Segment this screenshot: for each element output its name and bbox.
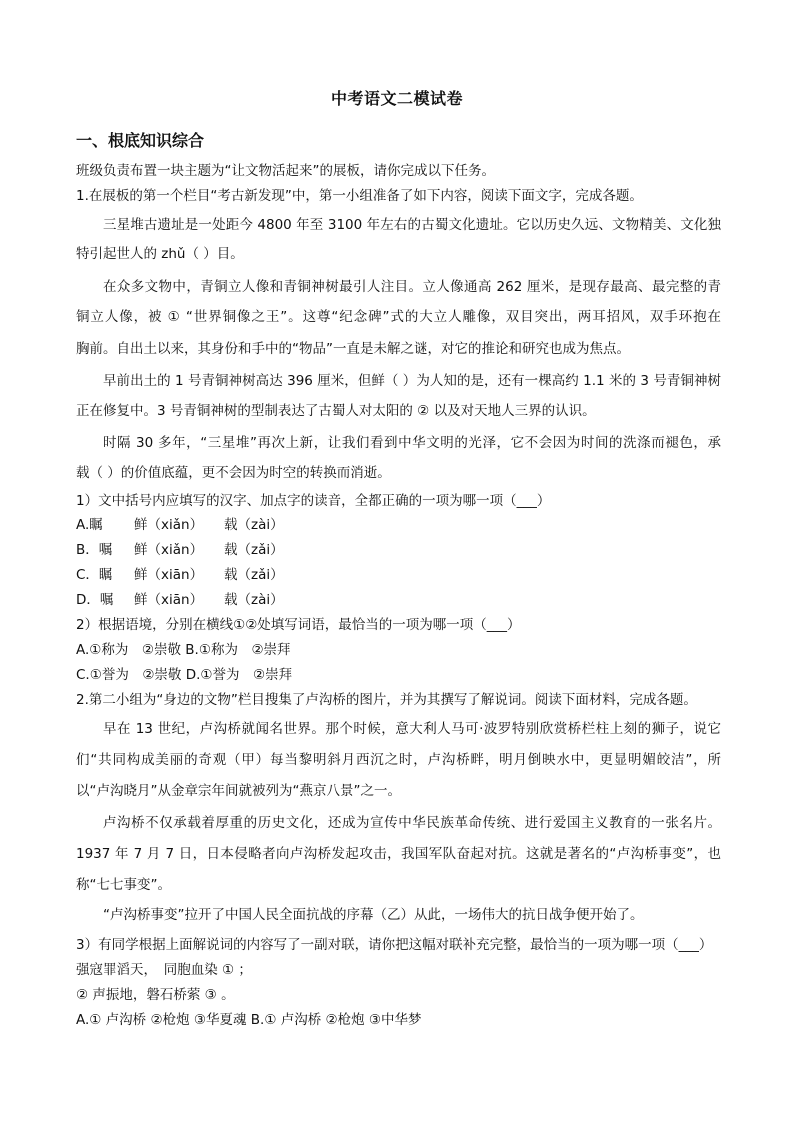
option-letter: B．嘱 xyxy=(76,542,113,558)
option-reading: 鲜（xiǎn） xyxy=(134,542,204,558)
q2-passage-line: 们“共同构成美丽的奇观（甲）每当黎明斜月西沉之时，卢沟桥畔，明月倒映水中，更显明媚皎洁”，所 xyxy=(76,752,721,768)
option-reading: 载（zài） xyxy=(224,517,284,533)
q2-passage-line: 称“七七事变”。 xyxy=(76,877,171,893)
q2-passage-line: 1937 年 7 月 7 日，日本侵略者向卢沟桥发起攻击，我国军队奋起对抗。这就是著名的“卢沟桥事变”，也 xyxy=(76,846,721,862)
intro-text: 班级负责布置一块主题为“让文物活起来”的展板，请你完成以下任务。 xyxy=(76,163,495,179)
option-letter: C．瞩 xyxy=(76,567,113,583)
q2-passage-line: 早在 13 世纪，卢沟桥就闻名世界。那个时候，意大利人马可·波罗特别欣赏桥栏柱上刻的狮子，说它 xyxy=(103,721,721,737)
couplet-line: ② 声振地，磐石桥萦 ③ 。 xyxy=(76,987,235,1003)
option-row[interactable] xyxy=(76,566,721,584)
q2-stem: 2.第二小组为“身边的文物”栏目搜集了卢沟桥的图片，并为其撰写了解说词。阅读下面材料，完成各题。 xyxy=(76,692,697,708)
option-reading: 鲜（xiǎn） xyxy=(134,517,204,533)
option-reading: 鲜（xiān） xyxy=(134,592,204,608)
option-reading: 载（zǎi） xyxy=(224,567,284,583)
q2-passage-line: 卢沟桥不仅承载着厚重的历史文化，还成为宣传中华民族革命传统、进行爱国主义教育的一张名片。 xyxy=(103,815,721,831)
option-row[interactable] xyxy=(76,516,721,534)
option-reading: 载（zǎi） xyxy=(224,542,284,558)
option-row[interactable]: A.①称为 ②崇敬 B.①称为 ②崇拜 xyxy=(76,642,291,658)
option-reading: 鲜（xiān） xyxy=(134,567,204,583)
q1-passage-line: 特引起世人的 zhǔ（ ）目。 xyxy=(76,246,244,262)
q1-sub1-stem: 1）文中括号内应填写的汉字、加点字的读音，全都正确的一项为哪一项（___） xyxy=(76,493,551,509)
q1-sub2-stem: 2）根据语境，分别在横线①②处填写词语，最恰当的一项为哪一项（___） xyxy=(76,617,521,633)
couplet-line: 强寇罪滔天， 同胞血染 ① ； xyxy=(76,962,252,978)
q2-passage-line: 以“卢沟晓月”从金章宗年间就被列为“燕京八景”之一。 xyxy=(76,783,401,799)
option-row[interactable] xyxy=(76,541,721,559)
q1-passage-line: 三星堆古遗址是一处距今 4800 年至 3100 年左右的古蜀文化遗址。它以历史久远、文物精美、文化独 xyxy=(103,217,721,233)
q1-stem: 1.在展板的第一个栏目“考古新发现”中，第一小组准备了如下内容，阅读下面文字，完成各题。 xyxy=(76,188,643,204)
section-heading: 一、根底知识综合 xyxy=(76,131,205,150)
option-letter: A.瞩 xyxy=(76,517,103,533)
q2-passage-line: “卢沟桥事变”拉开了中国人民全面抗战的序幕（乙）从此，一场伟大的抗日战争便开始了。 xyxy=(103,907,644,923)
q1-passage-line: 胸前。自出土以来，其身份和手中的“物品”一直是未解之谜，对它的推论和研究也成为焦点。 xyxy=(76,341,630,357)
option-reading: 载（zài） xyxy=(224,592,284,608)
q1-passage-line: 正在修复中。3 号青铜神树的型制表达了古蜀人对太阳的 ② 以及对天地人三界的认识。 xyxy=(76,403,596,419)
q2-sub3-stem: 3）有同学根据上面解说词的内容写了一副对联，请你把这幅对联补充完整，最恰当的一项为哪一项（___） xyxy=(76,937,713,953)
option-letter: D．嘱 xyxy=(76,592,114,608)
q1-passage-line: 载（ ）的价值底蕴，更不会因为时空的转换而消逝。 xyxy=(76,465,391,481)
option-row[interactable]: A.① 卢沟桥 ②枪炮 ③华夏魂 B.① 卢沟桥 ②枪炮 ③中华梦 xyxy=(76,1012,422,1028)
option-row[interactable] xyxy=(76,591,721,609)
option-row[interactable]: C.①誉为 ②崇敬 D.①誉为 ②崇拜 xyxy=(76,667,293,683)
page-title: 中考语文二模试卷 xyxy=(330,89,463,108)
q1-passage-line: 铜立人像，被 ① “世界铜像之王”。这尊“纪念碑”式的大立人雕像，双目突出，两耳招风，双手环抱在 xyxy=(76,309,721,325)
q1-passage-line: 早前出土的 1 号青铜神树高达 396 厘米，但鲜（ ）为人知的是，还有一棵高约 1.1 米的 3 号青铜神树 xyxy=(103,373,721,389)
q1-passage-line: 时隔 30 多年，“三星堆”再次上新，让我们看到中华文明的光泽，它不会因为时间的洗涤而褪色，承 xyxy=(103,435,721,451)
q1-passage-line: 在众多文物中，青铜立人像和青铜神树最引人注目。立人像通高 262 厘米，是现存最高、最完整的青 xyxy=(103,279,721,295)
